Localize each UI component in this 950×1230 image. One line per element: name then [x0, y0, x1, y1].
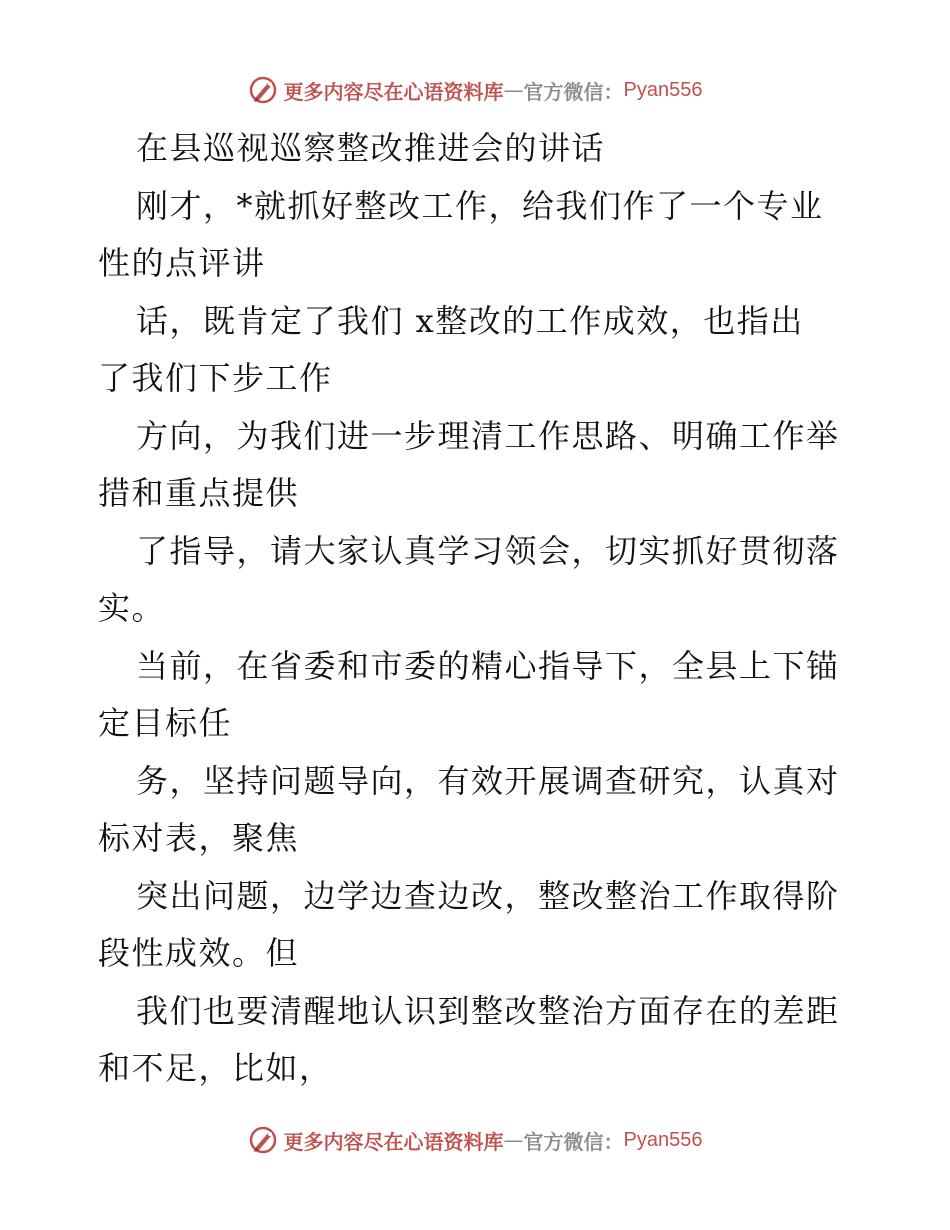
- wechat-label: 官方微信：: [523, 79, 624, 104]
- text-line: 标对表，聚焦: [98, 819, 300, 857]
- header-banner: [0, 70, 950, 110]
- text-line: 段性成效。但: [98, 934, 300, 972]
- footer-banner: [0, 1120, 950, 1160]
- pen-logo-icon: [248, 1125, 278, 1155]
- text-line: 突出问题，边学边查边改，整改整治工作取得阶: [136, 876, 840, 915]
- banner-separator: —: [503, 78, 524, 102]
- wechat-id: Pyan556: [623, 1128, 703, 1151]
- banner-separator: —: [503, 1128, 524, 1152]
- wechat-id: Pyan556: [623, 78, 703, 101]
- text-line: 性的点评讲: [98, 244, 266, 282]
- text-line: 定目标任: [98, 704, 233, 742]
- text-line: 话，既肯定了我们 x整改的工作成效，也指出: [136, 301, 804, 340]
- site-name: 更多内容尽在心语资料库: [283, 79, 504, 104]
- text-line: 务，坚持问题导向，有效开展调查研究，认真对: [136, 761, 840, 800]
- text-line: 措和重点提供: [98, 474, 300, 512]
- wechat-label: 官方微信：: [523, 1129, 624, 1154]
- text-line: 和不足，比如，: [98, 1049, 333, 1087]
- text-line: 刚才，*就抓好整改工作，给我们作了一个专业: [136, 186, 824, 225]
- document-title: 在县巡视巡察整改推进会的讲话: [136, 129, 606, 167]
- paragraph-lines: [98, 178, 858, 1098]
- text-line: 当前，在省委和市委的精心指导下，全县上下锚: [136, 646, 840, 685]
- text-line: 了指导，请大家认真学习领会，切实抓好贯彻落: [136, 531, 840, 570]
- text-line: 了我们下步工作: [98, 359, 333, 397]
- document-body: [98, 120, 858, 1098]
- text-line: 方向，为我们进一步理清工作思路、明确工作举: [136, 416, 840, 455]
- pen-logo-icon: [248, 75, 278, 105]
- text-line: 我们也要清醒地认识到整改整治方面存在的差距: [136, 991, 840, 1030]
- site-name: 更多内容尽在心语资料库: [283, 1129, 504, 1154]
- text-line: 实。: [98, 589, 166, 627]
